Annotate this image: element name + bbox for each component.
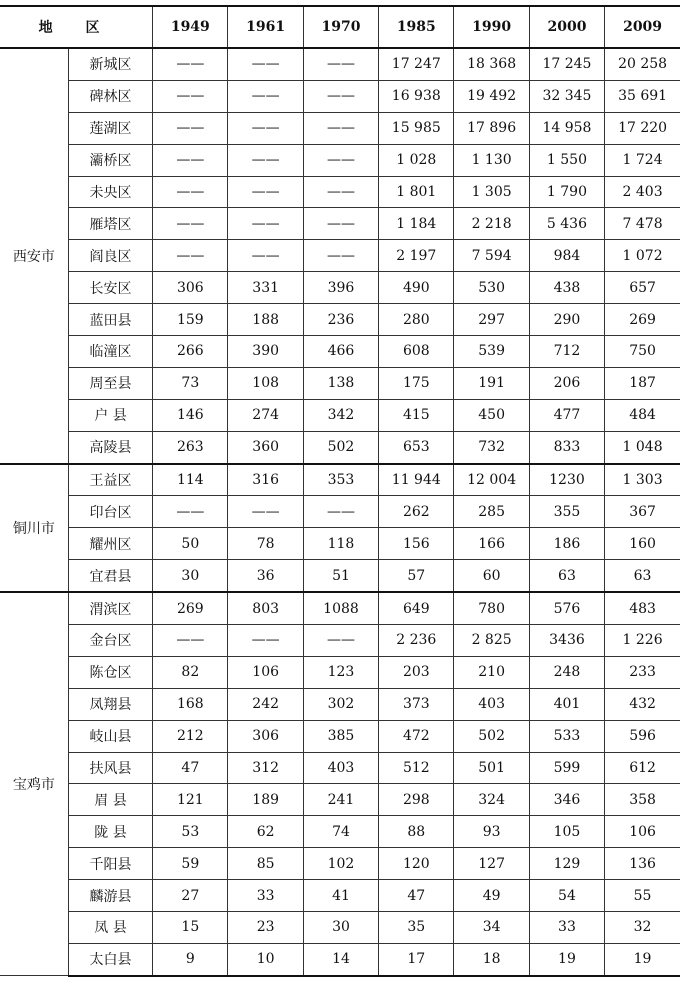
value-cell: —— — [153, 176, 228, 208]
table-row — [0, 560, 680, 592]
value-cell: 274 — [228, 399, 303, 431]
value-cell: 53 — [153, 816, 228, 848]
value-cell: 19 — [529, 943, 604, 975]
value-cell: 114 — [153, 464, 228, 496]
district-cell: 周至县 — [68, 367, 152, 399]
value-cell: 93 — [454, 816, 529, 848]
table-row — [0, 272, 680, 304]
value-cell: 248 — [529, 656, 604, 688]
value-cell: 17 245 — [529, 48, 604, 80]
value-cell: 1 801 — [379, 176, 454, 208]
value-cell: 23 — [228, 912, 303, 944]
value-cell: 88 — [379, 816, 454, 848]
value-cell: 298 — [379, 784, 454, 816]
value-cell: 438 — [529, 272, 604, 304]
table-row — [0, 208, 680, 240]
district-cell: 凤翔县 — [68, 688, 152, 720]
table-row — [0, 304, 680, 336]
value-cell: 649 — [379, 592, 454, 624]
value-cell: 63 — [605, 560, 680, 592]
value-cell: 16 938 — [379, 80, 454, 112]
value-cell: 62 — [228, 816, 303, 848]
value-cell: 127 — [454, 848, 529, 880]
district-cell: 碑林区 — [68, 80, 152, 112]
value-cell: 51 — [303, 560, 378, 592]
value-cell: 653 — [379, 431, 454, 463]
value-cell: 188 — [228, 304, 303, 336]
district-cell: 莲湖区 — [68, 112, 152, 144]
value-cell: 280 — [379, 304, 454, 336]
table-row — [0, 848, 680, 880]
value-cell: 27 — [153, 880, 228, 912]
value-cell: —— — [153, 240, 228, 272]
value-cell: —— — [228, 496, 303, 528]
district-cell: 雁塔区 — [68, 208, 152, 240]
value-cell: 187 — [605, 367, 680, 399]
value-cell: —— — [303, 144, 378, 176]
value-cell: 1 184 — [379, 208, 454, 240]
value-cell: 59 — [153, 848, 228, 880]
value-cell: 36 — [228, 560, 303, 592]
value-cell: 15 985 — [379, 112, 454, 144]
header-year: 1990 — [454, 6, 529, 48]
value-cell: 2 236 — [379, 625, 454, 657]
value-cell: 596 — [605, 720, 680, 752]
value-cell: 30 — [303, 912, 378, 944]
value-cell: 47 — [379, 880, 454, 912]
value-cell: 401 — [529, 688, 604, 720]
table-row — [0, 880, 680, 912]
value-cell: —— — [228, 48, 303, 80]
value-cell: 1 226 — [605, 625, 680, 657]
value-cell: 17 896 — [454, 112, 529, 144]
value-cell: 712 — [529, 336, 604, 368]
value-cell: 490 — [379, 272, 454, 304]
value-cell: 1 305 — [454, 176, 529, 208]
value-cell: 14 — [303, 943, 378, 975]
value-cell: 63 — [529, 560, 604, 592]
value-cell: 1088 — [303, 592, 378, 624]
table-row — [0, 784, 680, 816]
district-cell: 户 县 — [68, 399, 152, 431]
value-cell: 297 — [454, 304, 529, 336]
value-cell: —— — [303, 112, 378, 144]
value-cell: 732 — [454, 431, 529, 463]
value-cell: 7 594 — [454, 240, 529, 272]
district-cell: 千阳县 — [68, 848, 152, 880]
value-cell: —— — [303, 496, 378, 528]
district-cell: 麟游县 — [68, 880, 152, 912]
table-row — [0, 431, 680, 463]
district-cell: 金台区 — [68, 625, 152, 657]
district-cell: 临潼区 — [68, 336, 152, 368]
value-cell: —— — [228, 144, 303, 176]
density-table — [0, 5, 680, 977]
table-row — [0, 80, 680, 112]
value-cell: 599 — [529, 752, 604, 784]
value-cell: 78 — [228, 528, 303, 560]
value-cell: 316 — [228, 464, 303, 496]
value-cell: 30 — [153, 560, 228, 592]
value-cell: —— — [303, 240, 378, 272]
value-cell: 41 — [303, 880, 378, 912]
header-area: 地 区 — [0, 6, 153, 48]
header-year: 2009 — [605, 6, 680, 48]
header-row — [0, 6, 680, 48]
table-row — [0, 144, 680, 176]
value-cell: 60 — [454, 560, 529, 592]
value-cell: 12 004 — [454, 464, 529, 496]
value-cell: 120 — [379, 848, 454, 880]
value-cell: 312 — [228, 752, 303, 784]
value-cell: 290 — [529, 304, 604, 336]
value-cell: 302 — [303, 688, 378, 720]
table-row — [0, 336, 680, 368]
table-row — [0, 943, 680, 975]
value-cell: 206 — [529, 367, 604, 399]
value-cell: 432 — [605, 688, 680, 720]
value-cell: 501 — [454, 752, 529, 784]
value-cell: —— — [153, 80, 228, 112]
value-cell: —— — [228, 625, 303, 657]
value-cell: 105 — [529, 816, 604, 848]
value-cell: 20 258 — [605, 48, 680, 80]
value-cell: 576 — [529, 592, 604, 624]
district-cell: 王益区 — [68, 464, 152, 496]
table-body — [0, 48, 680, 976]
district-cell: 宜君县 — [68, 560, 152, 592]
value-cell: —— — [303, 48, 378, 80]
table-row — [0, 625, 680, 657]
city-cell: 铜川市 — [0, 464, 68, 593]
table-row — [0, 367, 680, 399]
value-cell: 236 — [303, 304, 378, 336]
value-cell: —— — [153, 496, 228, 528]
value-cell: 15 — [153, 912, 228, 944]
value-cell: —— — [153, 48, 228, 80]
value-cell: 780 — [454, 592, 529, 624]
value-cell: 472 — [379, 720, 454, 752]
district-cell: 凤 县 — [68, 912, 152, 944]
value-cell: 106 — [605, 816, 680, 848]
value-cell: 54 — [529, 880, 604, 912]
value-cell: 266 — [153, 336, 228, 368]
value-cell: 18 368 — [454, 48, 529, 80]
value-cell: 10 — [228, 943, 303, 975]
table-row — [0, 752, 680, 784]
district-cell: 高陵县 — [68, 431, 152, 463]
value-cell: 156 — [379, 528, 454, 560]
value-cell: 355 — [529, 496, 604, 528]
value-cell: 233 — [605, 656, 680, 688]
value-cell: 353 — [303, 464, 378, 496]
value-cell: —— — [228, 176, 303, 208]
value-cell: —— — [228, 208, 303, 240]
value-cell: 608 — [379, 336, 454, 368]
value-cell: —— — [228, 80, 303, 112]
value-cell: 533 — [529, 720, 604, 752]
value-cell: 3436 — [529, 625, 604, 657]
value-cell: 35 691 — [605, 80, 680, 112]
value-cell: 1 790 — [529, 176, 604, 208]
value-cell: 346 — [529, 784, 604, 816]
header-year: 1970 — [303, 6, 378, 48]
value-cell: 49 — [454, 880, 529, 912]
value-cell: 241 — [303, 784, 378, 816]
value-cell: 2 403 — [605, 176, 680, 208]
value-cell: —— — [153, 208, 228, 240]
value-cell: —— — [303, 625, 378, 657]
value-cell: 33 — [228, 880, 303, 912]
value-cell: 403 — [454, 688, 529, 720]
value-cell: 415 — [379, 399, 454, 431]
district-cell: 长安区 — [68, 272, 152, 304]
value-cell: 1 048 — [605, 431, 680, 463]
value-cell: 160 — [605, 528, 680, 560]
value-cell: —— — [153, 144, 228, 176]
value-cell: 373 — [379, 688, 454, 720]
value-cell: 324 — [454, 784, 529, 816]
value-cell: 657 — [605, 272, 680, 304]
district-cell: 阎良区 — [68, 240, 152, 272]
header-year: 1949 — [153, 6, 228, 48]
value-cell: 484 — [605, 399, 680, 431]
value-cell: 14 958 — [529, 112, 604, 144]
value-cell: 17 220 — [605, 112, 680, 144]
value-cell: 118 — [303, 528, 378, 560]
value-cell: 502 — [454, 720, 529, 752]
value-cell: 18 — [454, 943, 529, 975]
value-cell: 1 028 — [379, 144, 454, 176]
value-cell: 477 — [529, 399, 604, 431]
value-cell: 1230 — [529, 464, 604, 496]
value-cell: 1 072 — [605, 240, 680, 272]
district-cell: 扶风县 — [68, 752, 152, 784]
value-cell: 7 478 — [605, 208, 680, 240]
value-cell: 159 — [153, 304, 228, 336]
value-cell: 396 — [303, 272, 378, 304]
value-cell: 306 — [228, 720, 303, 752]
table-row — [0, 592, 680, 624]
value-cell: 242 — [228, 688, 303, 720]
district-cell: 陈仓区 — [68, 656, 152, 688]
header-year: 1961 — [228, 6, 303, 48]
value-cell: —— — [228, 112, 303, 144]
district-cell: 陇 县 — [68, 816, 152, 848]
district-cell: 未央区 — [68, 176, 152, 208]
table-row — [0, 656, 680, 688]
value-cell: 82 — [153, 656, 228, 688]
value-cell: 203 — [379, 656, 454, 688]
value-cell: 108 — [228, 367, 303, 399]
value-cell: 2 218 — [454, 208, 529, 240]
value-cell: 189 — [228, 784, 303, 816]
value-cell: 57 — [379, 560, 454, 592]
value-cell: —— — [153, 112, 228, 144]
value-cell: 55 — [605, 880, 680, 912]
table-row — [0, 399, 680, 431]
value-cell: 269 — [605, 304, 680, 336]
value-cell: 833 — [529, 431, 604, 463]
district-cell: 蓝田县 — [68, 304, 152, 336]
value-cell: —— — [228, 240, 303, 272]
value-cell: 358 — [605, 784, 680, 816]
value-cell: 32 345 — [529, 80, 604, 112]
value-cell: —— — [303, 208, 378, 240]
value-cell: 35 — [379, 912, 454, 944]
table-row — [0, 496, 680, 528]
value-cell: 306 — [153, 272, 228, 304]
value-cell: 146 — [153, 399, 228, 431]
value-cell: 175 — [379, 367, 454, 399]
value-cell: 33 — [529, 912, 604, 944]
table-row — [0, 240, 680, 272]
header-year: 1985 — [379, 6, 454, 48]
value-cell: 466 — [303, 336, 378, 368]
value-cell: 285 — [454, 496, 529, 528]
value-cell: 17 247 — [379, 48, 454, 80]
value-cell: 342 — [303, 399, 378, 431]
city-cell: 西安市 — [0, 48, 68, 464]
value-cell: 19 — [605, 943, 680, 975]
value-cell: 47 — [153, 752, 228, 784]
value-cell: 539 — [454, 336, 529, 368]
table-row — [0, 912, 680, 944]
value-cell: 263 — [153, 431, 228, 463]
value-cell: 191 — [454, 367, 529, 399]
value-cell: 390 — [228, 336, 303, 368]
value-cell: 750 — [605, 336, 680, 368]
district-cell: 印台区 — [68, 496, 152, 528]
table-row — [0, 176, 680, 208]
district-cell: 灞桥区 — [68, 144, 152, 176]
value-cell: 1 130 — [454, 144, 529, 176]
value-cell: 85 — [228, 848, 303, 880]
value-cell: 19 492 — [454, 80, 529, 112]
value-cell: 450 — [454, 399, 529, 431]
value-cell: 360 — [228, 431, 303, 463]
city-cell: 宝鸡市 — [0, 592, 68, 976]
value-cell: 385 — [303, 720, 378, 752]
district-cell: 眉 县 — [68, 784, 152, 816]
district-cell: 太白县 — [68, 943, 152, 975]
value-cell: 1 550 — [529, 144, 604, 176]
value-cell: —— — [153, 625, 228, 657]
value-cell: 74 — [303, 816, 378, 848]
table-row — [0, 720, 680, 752]
value-cell: 210 — [454, 656, 529, 688]
value-cell: 2 825 — [454, 625, 529, 657]
value-cell: 32 — [605, 912, 680, 944]
value-cell: 5 436 — [529, 208, 604, 240]
value-cell: 138 — [303, 367, 378, 399]
value-cell: 612 — [605, 752, 680, 784]
value-cell: 212 — [153, 720, 228, 752]
value-cell: 121 — [153, 784, 228, 816]
table-row — [0, 112, 680, 144]
table-row — [0, 528, 680, 560]
value-cell: 512 — [379, 752, 454, 784]
value-cell: 17 — [379, 943, 454, 975]
district-cell: 渭滨区 — [68, 592, 152, 624]
value-cell: 367 — [605, 496, 680, 528]
value-cell: 106 — [228, 656, 303, 688]
value-cell: 11 944 — [379, 464, 454, 496]
value-cell: 1 724 — [605, 144, 680, 176]
value-cell: 530 — [454, 272, 529, 304]
value-cell: 168 — [153, 688, 228, 720]
table-row — [0, 48, 680, 80]
value-cell: 1 303 — [605, 464, 680, 496]
value-cell: 2 197 — [379, 240, 454, 272]
value-cell: 262 — [379, 496, 454, 528]
value-cell: 803 — [228, 592, 303, 624]
value-cell: 129 — [529, 848, 604, 880]
value-cell: 9 — [153, 943, 228, 975]
value-cell: 502 — [303, 431, 378, 463]
value-cell: 136 — [605, 848, 680, 880]
value-cell: 166 — [454, 528, 529, 560]
value-cell: 186 — [529, 528, 604, 560]
district-cell: 耀州区 — [68, 528, 152, 560]
table-row — [0, 688, 680, 720]
value-cell: 34 — [454, 912, 529, 944]
table-row — [0, 816, 680, 848]
value-cell: 123 — [303, 656, 378, 688]
header-year: 2000 — [529, 6, 604, 48]
value-cell: 102 — [303, 848, 378, 880]
value-cell: —— — [303, 176, 378, 208]
district-cell: 新城区 — [68, 48, 152, 80]
value-cell: 331 — [228, 272, 303, 304]
value-cell: 984 — [529, 240, 604, 272]
value-cell: 483 — [605, 592, 680, 624]
value-cell: 403 — [303, 752, 378, 784]
value-cell: —— — [303, 80, 378, 112]
value-cell: 50 — [153, 528, 228, 560]
value-cell: 269 — [153, 592, 228, 624]
district-cell: 岐山县 — [68, 720, 152, 752]
value-cell: 73 — [153, 367, 228, 399]
table-row — [0, 464, 680, 496]
